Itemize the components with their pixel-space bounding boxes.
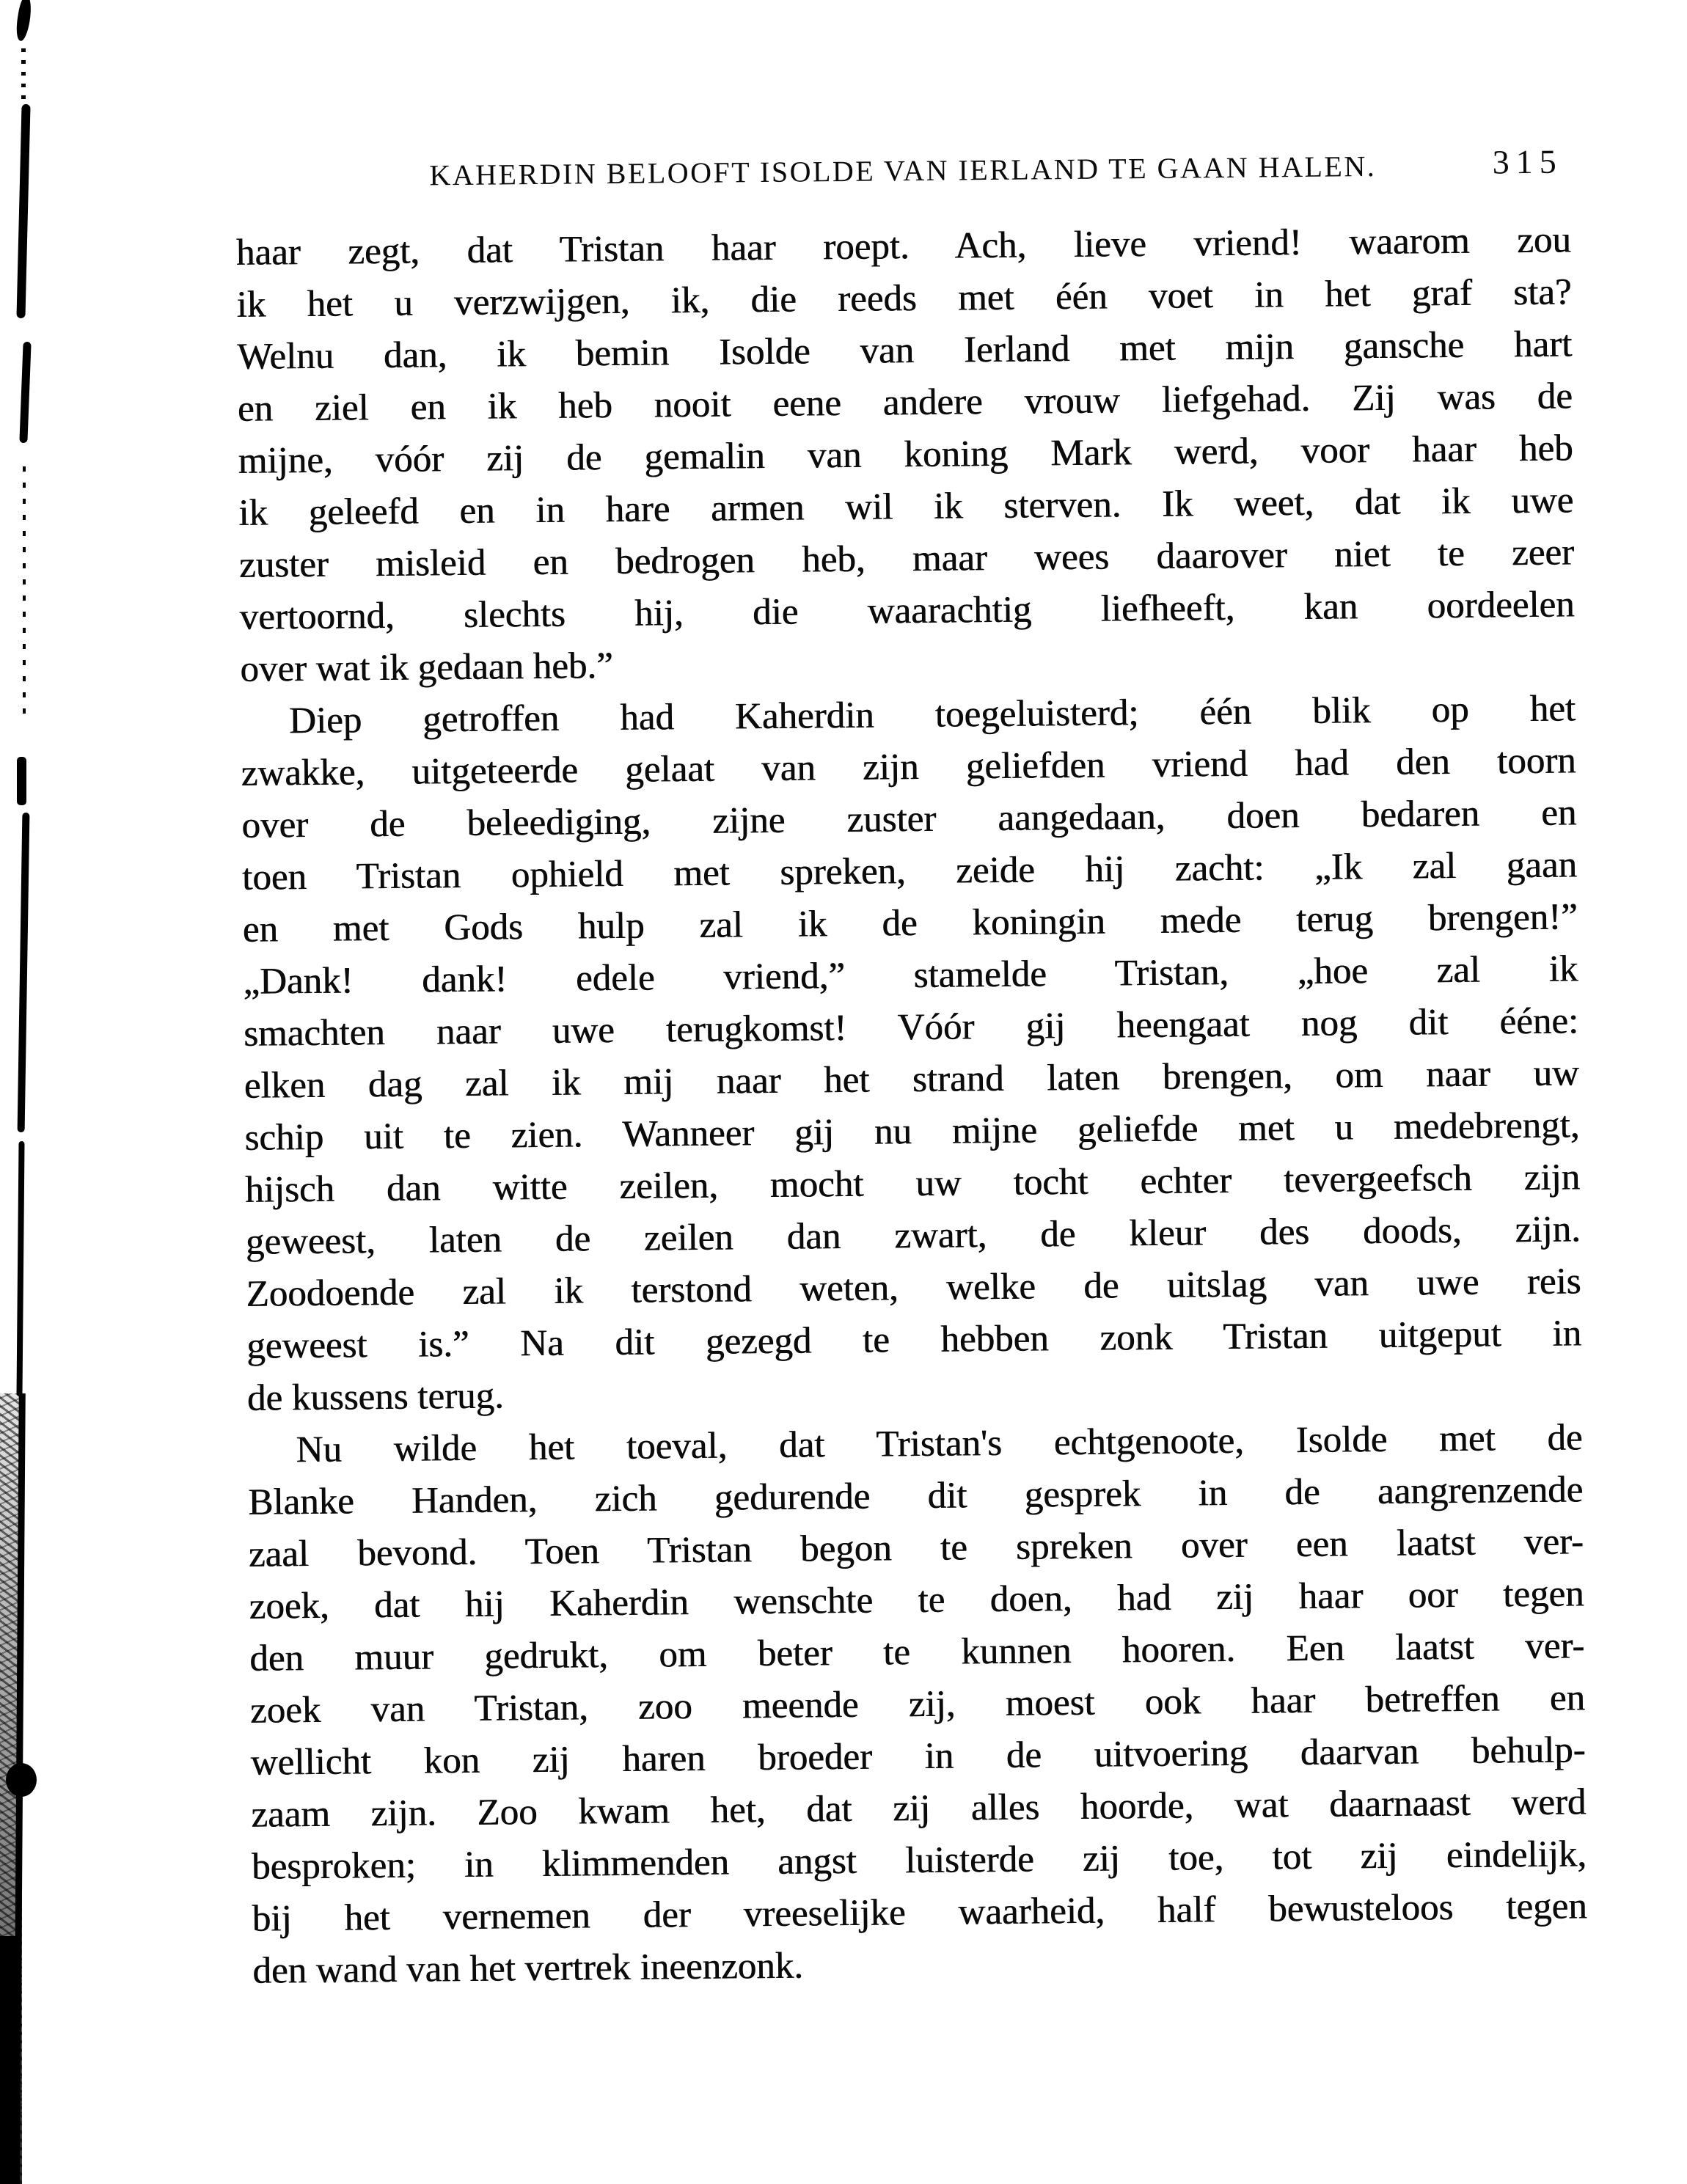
text-line: mijne, vóór zij de gemalin van koning Mark werd, voor haar heb (238, 428, 1573, 482)
page-number: 315 (1492, 142, 1563, 181)
text-line: smachten naar uwe terugkomst! Vóór gij heengaat nog dit ééne: (243, 1000, 1579, 1055)
paragraph (241, 683, 1582, 1424)
text-line: zaal bevond. Toen Tristan begon te spreken over een laatst ver- (248, 1521, 1584, 1575)
text-line: over wat ik gedaan heb.” (240, 645, 613, 690)
text-line: en ziel en ik heb nooit eene andere vrouw liefgehad. Zij was de (237, 375, 1573, 430)
text-line: zoek, dat hij Kaherdin wenschte te doen, had zij haar oor tegen (249, 1573, 1584, 1627)
text-line: wellicht kon zij haren broeder in de uitvoering daarvan behulp- (250, 1729, 1586, 1784)
text-line: hijsch dan witte zeilen, mocht uw tocht echter tevergeefsch zijn (244, 1157, 1581, 1211)
text-line: toen Tristan ophield met spreken, zeide hij zacht: „Ik zal gaan (241, 844, 1578, 898)
text-line: bij het vernemen der vreeselijke waarheid, half bewusteloos tegen (252, 1886, 1587, 1940)
text-line: over de beleediging, zijne zuster aangedaan, doen bedaren en (241, 792, 1577, 846)
text-line: geweest, laten de zeilen dan zwart, de kleur des doods, zijn. (245, 1209, 1581, 1263)
text-column (236, 214, 1588, 1997)
text-line: den muur gedrukt, om beter te kunnen hooren. Een laatst ver- (249, 1625, 1585, 1679)
text-line: besproken; in klimmenden angst luisterde zij toe, tot zij eindelijk, (251, 1833, 1587, 1888)
text-line: elken dag zal ik mij naar het strand laten brengen, om naar uw (244, 1052, 1579, 1107)
text-line: ik het u verzwijgen, ik, die reeds met één voet in het graf sta? (236, 271, 1572, 326)
paragraph (247, 1412, 1587, 1997)
text-line: ik geleefd en in hare armen wil ik sterven. Ik weet, dat ik uwe (238, 480, 1574, 534)
text-line: haar zegt, dat Tristan haar roept. Ach, lieve vriend! waarom zou (235, 219, 1572, 274)
text-line: Diep getroffen had Kaherdin toegeluisterd; één blik op het (288, 688, 1576, 742)
text-line: vertoornd, slechts hij, die waarachtig liefheeft, kan oordeelen (239, 584, 1575, 638)
text-line: zaam zijn. Zoo kwam het, dat zij alles hoorde, wat daarnaast werd (251, 1781, 1587, 1836)
text-line: den wand van het vertrek ineenzonk. (252, 1945, 804, 1992)
text-line: Blanke Handen, zich gedurende dit gesprek in de aangrenzende (247, 1469, 1584, 1523)
text-line: „Dank! dank! edele vriend,” stamelde Tristan, „hoe zal ik (243, 948, 1578, 1003)
running-title: KAHERDIN BELOOFT ISOLDE VAN IERLAND TE GAAN HALEN. (429, 149, 1377, 192)
text-line: schip uit te zien. Wanneer gij nu mijne geliefde met u medebrengt, (244, 1104, 1580, 1159)
text-line: Nu wilde het toeval, dat Tristan's echtgenoote, Isolde met de (296, 1417, 1583, 1471)
text-line: geweest is.” Na dit gezegd te hebben zonk Tristan uitgeput in (246, 1313, 1582, 1367)
text-line: zoek van Tristan, zoo meende zij, moest ook haar betreffen en (249, 1677, 1586, 1732)
page-header (235, 142, 1570, 196)
text-line: zuster misleid en bedrogen heb, maar wees daarover niet te zeer (238, 532, 1575, 586)
text-line: zwakke, uitgeteerde gelaat van zijn geliefden vriend had den toorn (241, 740, 1576, 794)
paragraph (236, 214, 1576, 695)
text-line: de kussens terug. (246, 1375, 504, 1419)
text-line: Welnu dan, ik bemin Isolde van Ierland met mijn gansche hart (236, 323, 1573, 378)
text-line: Zoodoende zal ik terstond weten, welke de uitslag van uwe reis (246, 1261, 1581, 1315)
text-line: en met Gods hulp zal ik de koningin mede terug brengen!” (242, 896, 1578, 950)
text-block (235, 142, 1588, 1997)
